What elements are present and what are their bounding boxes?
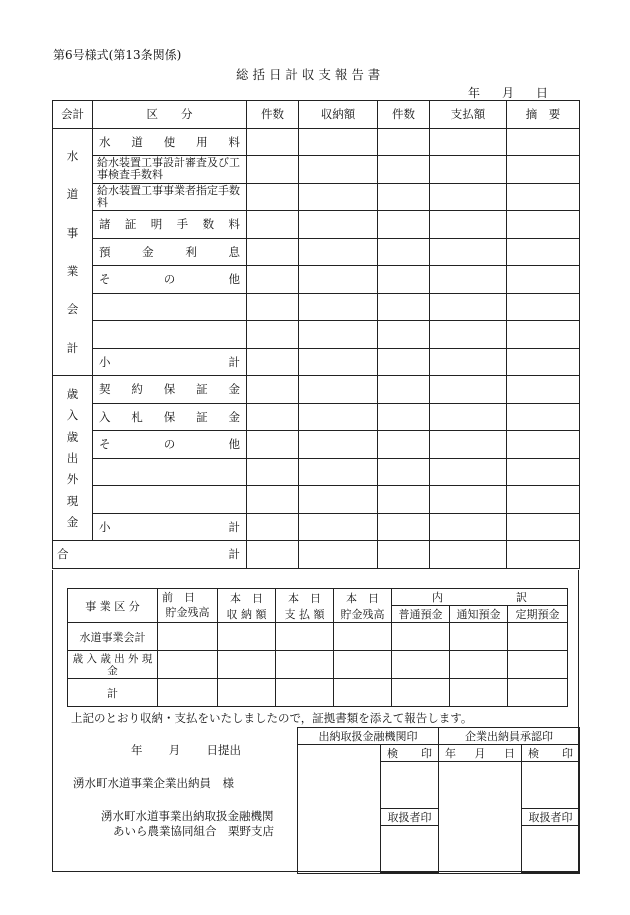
header-count-payment: 件数 xyxy=(378,101,430,129)
approval-handler-seal-box xyxy=(522,826,580,873)
summary-table xyxy=(52,100,580,569)
month-label: 月 xyxy=(501,86,514,100)
row-certificate-fee: 諸 証 明 手 数 料 xyxy=(93,211,247,239)
header-account: 会計 xyxy=(53,101,93,129)
approval-seal-header: 企業出納員承認印 xyxy=(439,728,580,745)
row-cash-subtotal: 小 計 xyxy=(93,513,247,541)
year-label: 年 xyxy=(468,86,481,100)
row-sub-total: 計 xyxy=(68,679,158,707)
seal-table xyxy=(297,727,580,874)
inspection-seal-label: 検 印 xyxy=(381,745,439,762)
row-cash-blank xyxy=(93,458,247,486)
row-water-account: 水道事業会計 xyxy=(68,623,158,651)
header-ordinary-deposit: 普通預金 xyxy=(392,606,450,623)
lower-section xyxy=(52,570,579,872)
row-bid-deposit: 入 札 保 証 金 xyxy=(93,403,247,431)
date-line xyxy=(468,84,548,101)
handler-seal-label: 取扱者印 xyxy=(381,809,439,826)
row-water-subtotal: 小 計 xyxy=(93,348,247,376)
approval-inspection-label: 検 印 xyxy=(522,745,580,762)
approval-handler-seal-label: 取扱者印 xyxy=(522,809,580,826)
row-contract-deposit: 契 約 保 証 金 xyxy=(93,376,247,404)
balance-table xyxy=(67,588,568,707)
header-breakdown: 内 訳 xyxy=(392,589,568,606)
handler-seal-box xyxy=(381,826,439,873)
row-non-budget-cash: 歳 入 歳 出 外 現 金 xyxy=(68,651,158,679)
sender-branch: あいら農業協同組合 栗野支店 xyxy=(113,824,274,838)
header-business-category: 事 業 区 分 xyxy=(68,589,158,623)
row-cash-blank xyxy=(93,486,247,514)
header-time-deposit: 定期預金 xyxy=(508,606,568,623)
row-cash-other: そ の 他 xyxy=(93,431,247,459)
addressee: 湧水町水道事業企業出納員 様 xyxy=(73,776,234,790)
row-water-other: そ の 他 xyxy=(93,266,247,294)
form-title: 総 括 日 計 収 支 報 告 書 xyxy=(236,67,381,82)
header-receipt-amount: 収納額 xyxy=(299,101,378,129)
header-today-balance: 本 日 貯金残高 xyxy=(334,589,392,623)
header-category: 区 分 xyxy=(93,101,247,129)
header-payment-amount: 支払額 xyxy=(430,101,507,129)
row-water-blank xyxy=(93,293,247,321)
row-designation-fee: 給水装置工事事業者指定手数料 xyxy=(93,183,247,211)
header-notice-deposit: 通知預金 xyxy=(450,606,508,623)
cash-account-label: 歳 入 歳 出 外 現 金 xyxy=(53,376,93,541)
row-grand-total: 合 計 xyxy=(53,541,247,569)
submit-date: 年 月 日提出 xyxy=(131,743,241,757)
approval-date-label: 年 月 日 xyxy=(439,745,522,762)
statement-text: 上記のとおり収納・支払をいたしましたので，証拠書類を添えて報告します。 xyxy=(71,711,473,725)
table-header-row xyxy=(53,101,580,129)
header-today-receipt: 本 日 収 納 額 xyxy=(218,589,276,623)
row-inspection-fee: 給水装置工事設計審査及び工事検査手数料 xyxy=(93,156,247,184)
day-label: 日 xyxy=(535,86,548,100)
approval-inspection-box xyxy=(522,762,580,809)
row-deposit-interest: 預 金 利 息 xyxy=(93,238,247,266)
header-count-receipt: 件数 xyxy=(247,101,299,129)
approval-date-box xyxy=(439,762,522,874)
header-prev-balance: 前 日 貯金残高 xyxy=(158,589,218,623)
inspection-seal-box xyxy=(381,762,439,809)
header-today-payment: 本 日 支 払 額 xyxy=(276,589,334,623)
row-water-blank xyxy=(93,321,247,349)
bank-seal-header: 出納取扱金融機関印 xyxy=(298,728,439,745)
form-number: 第6号様式(第13条関係) xyxy=(53,48,182,62)
row-water-usage: 水 道 使 用 料 xyxy=(93,128,247,156)
header-remarks: 摘 要 xyxy=(507,101,580,129)
water-account-label: 水 道 事 業 会 計 xyxy=(53,128,93,376)
sender-bank: 湧水町水道事業出納取扱金融機関 xyxy=(101,809,274,823)
bank-seal-area xyxy=(298,745,381,874)
